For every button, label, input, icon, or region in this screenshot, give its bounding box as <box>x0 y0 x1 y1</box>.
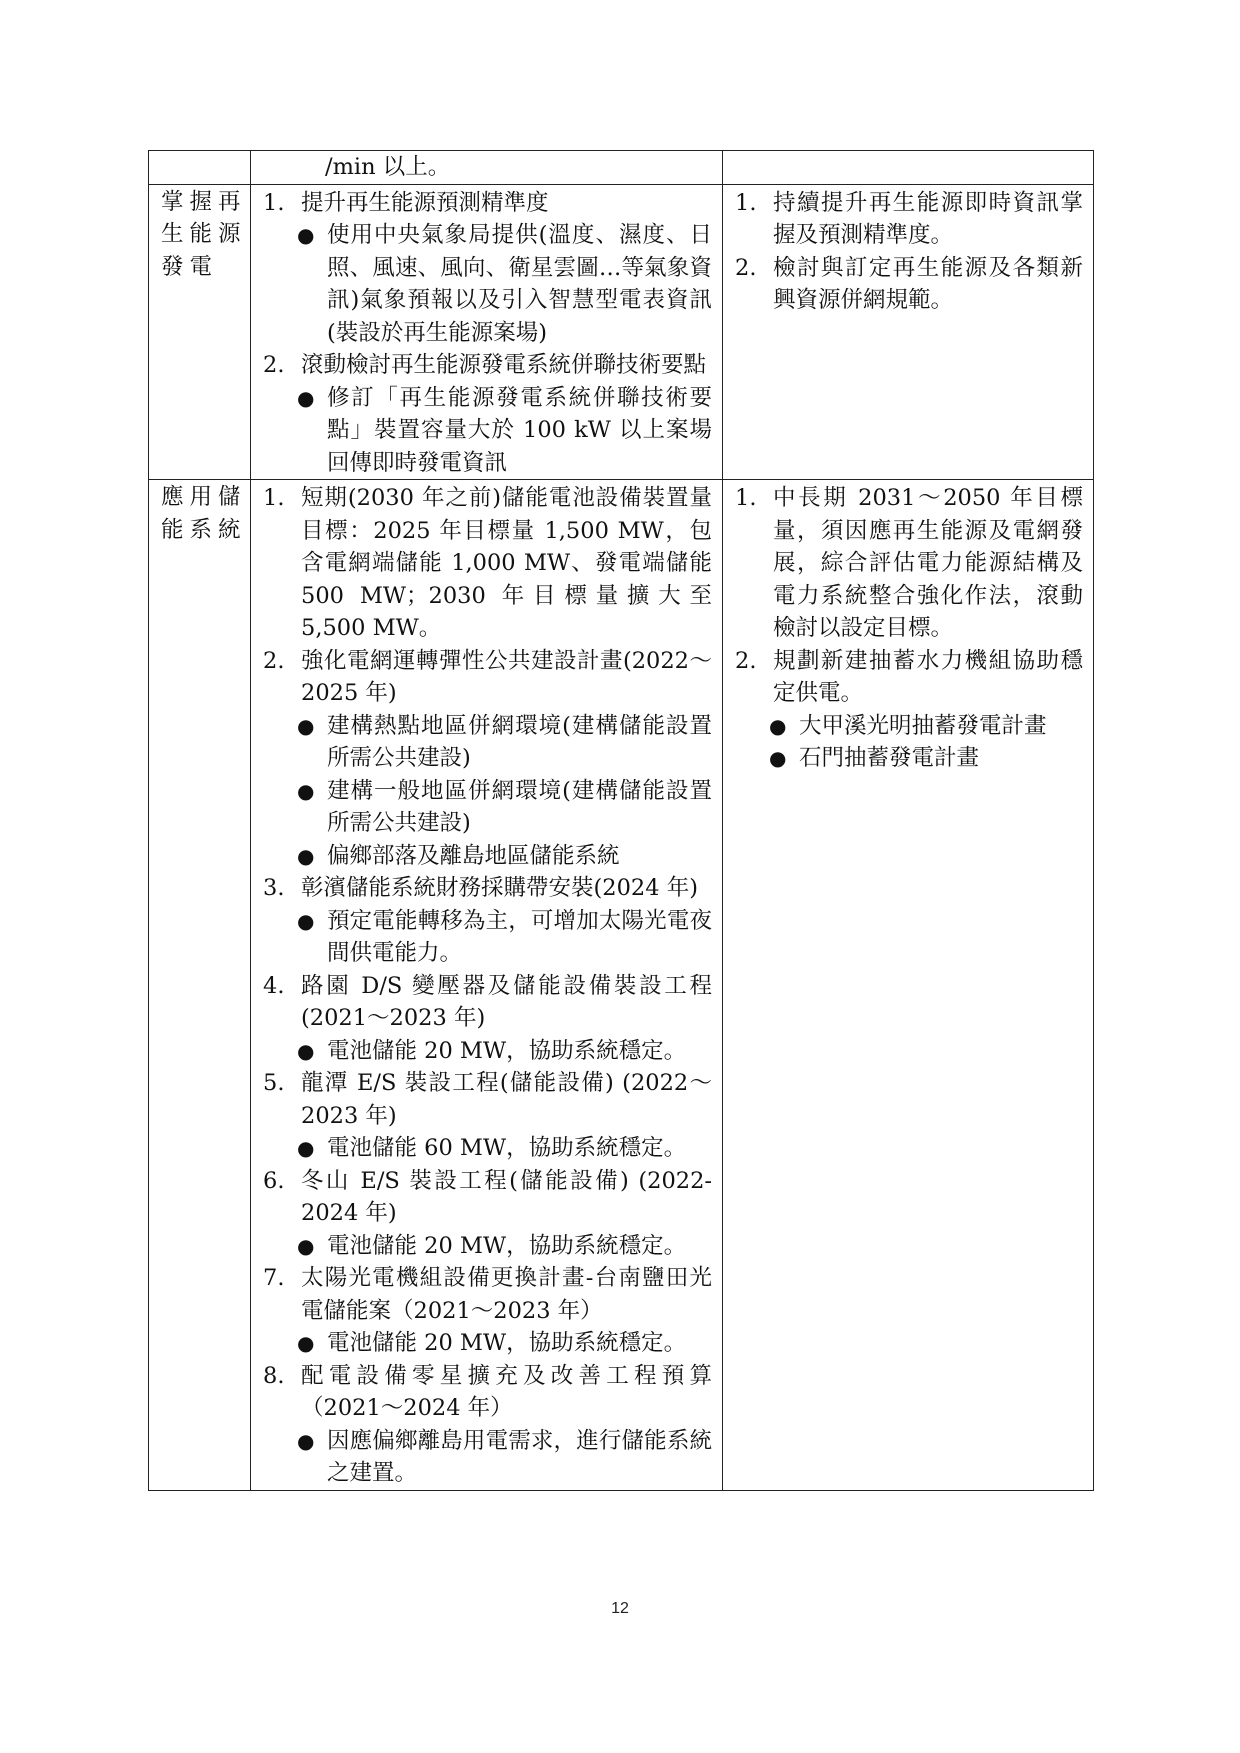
category-line: 生能源 <box>161 221 247 247</box>
bullet-item <box>261 710 712 775</box>
bullet-item <box>261 1425 712 1490</box>
continuation-row <box>149 151 1094 185</box>
bullet-item <box>733 710 1083 743</box>
list-item <box>261 1262 712 1327</box>
item-number: 2. <box>263 647 285 674</box>
bullet-icon: ● <box>297 1136 315 1160</box>
list-item <box>733 187 1083 252</box>
list-item <box>733 252 1083 317</box>
future-measures-cell <box>723 184 1094 480</box>
item-number: 2. <box>735 254 757 281</box>
bullet-item <box>261 382 712 480</box>
bullet-item <box>261 219 712 349</box>
item-number: 1. <box>263 189 285 216</box>
category-cell <box>149 184 251 480</box>
bullet-icon: ● <box>297 1331 315 1355</box>
item-text: 路園 D/S 變壓器及儲能設備裝設工程(2021～2023 年) <box>301 972 712 1031</box>
bullet-item <box>261 905 712 970</box>
item-text: 冬山 E/S 裝設工程(儲能設備) (2022-2024 年) <box>301 1167 712 1226</box>
item-number: 3. <box>263 875 285 901</box>
bullet-icon: ● <box>297 223 315 247</box>
list-item <box>261 1067 712 1132</box>
item-number: 2. <box>735 647 757 674</box>
item-text: 中長期 2031～2050 年目標量，須因應再生能源及電網發展，綜合評估電力能源結構及電力系統整合強化作法，滾動檢討以設定目標。 <box>773 485 1083 641</box>
item-text: 彰濱儲能系統財務採購帶安裝(2024 年) <box>301 875 698 901</box>
bullet-item <box>261 1327 712 1360</box>
category-cell <box>149 480 251 1491</box>
list-item <box>261 1165 712 1230</box>
item-text: 配電設備零星擴充及改善工程預算（2021～2024 年） <box>301 1362 712 1421</box>
list-item <box>733 482 1083 645</box>
energy-storage-row <box>149 480 1094 1491</box>
bullet-item <box>261 1132 712 1165</box>
bullet-icon: ● <box>297 908 315 933</box>
continuation-future-cell <box>723 151 1094 185</box>
category-line: 能系統 <box>161 516 247 543</box>
bullet-icon: ● <box>297 778 315 803</box>
list-item <box>261 645 712 710</box>
bullet-item <box>733 742 1083 775</box>
item-number: 1. <box>263 485 285 511</box>
bullet-text: 電池儲能 20 MW，協助系統穩定。 <box>327 1330 687 1356</box>
bullet-text: 使用中央氣象局提供(溫度、濕度、日照、風速、風向、衛星雲圖…等氣象資訊)氣象預報以及引入智慧型電表資訊(裝設於再生能源案場) <box>327 222 712 346</box>
list-item <box>261 187 712 220</box>
bullet-text: 偏鄉部落及離島地區儲能系統 <box>327 842 620 869</box>
item-number: 1. <box>735 485 757 511</box>
bullet-text: 大甲溪光明抽蓄發電計畫 <box>799 712 1047 739</box>
bullet-item <box>261 775 712 840</box>
item-number: 6. <box>263 1167 285 1194</box>
future-measures-cell <box>723 480 1094 1491</box>
item-text: 持續提升再生能源即時資訊掌握及預測精準度。 <box>773 189 1083 248</box>
item-text: 太陽光電機組設備更換計畫-台南鹽田光電儲能案（2021～2023 年） <box>301 1265 712 1324</box>
bullet-text: 電池儲能 60 MW，協助系統穩定。 <box>327 1135 687 1161</box>
list-item <box>261 872 712 905</box>
bullet-icon: ● <box>769 746 787 770</box>
item-text: 短期(2030 年之前)儲能電池設備裝置量目標：2025 年目標量 1,500 MW，包含電網端儲能 1,000 MW、發電端儲能 500 MW；2030 年目標量擴大至 5,500 MW。 <box>301 485 712 641</box>
item-number: 4. <box>263 972 285 999</box>
current-measures-cell <box>251 480 723 1491</box>
bullet-text: 修訂「再生能源發電系統併聯技術要點」裝置容量大於 100 kW 以上案場回傳即時發電資訊 <box>327 384 712 476</box>
item-text: 檢討與訂定再生能源及各類新興資源併網規範。 <box>773 254 1083 313</box>
continuation-text: /min 以上。 <box>325 154 451 180</box>
bullet-item <box>261 1035 712 1068</box>
list-item <box>261 1360 712 1425</box>
bullet-text: 因應偏鄉離島用電需求，進行儲能系統之建置。 <box>327 1427 712 1486</box>
bullet-icon: ● <box>297 1428 315 1453</box>
bullet-text: 建構一般地區併網環境(建構儲能設置所需公共建設) <box>327 777 712 836</box>
bullet-item <box>261 840 712 873</box>
category-line: 發電 <box>161 253 219 280</box>
page-number: 12 <box>611 1600 629 1617</box>
item-number: 7. <box>263 1265 285 1291</box>
category-line: 應用儲 <box>161 484 247 510</box>
bullet-text: 石門抽蓄發電計畫 <box>799 745 980 771</box>
item-number: 5. <box>263 1070 285 1096</box>
item-number: 8. <box>263 1362 285 1389</box>
item-text: 提升再生能源預測精準度 <box>301 189 549 216</box>
list-item <box>261 482 712 645</box>
current-measures-cell <box>251 184 723 480</box>
list-item <box>261 349 712 382</box>
bullet-text: 電池儲能 20 MW，協助系統穩定。 <box>327 1232 687 1259</box>
item-number: 1. <box>735 189 757 216</box>
bullet-icon: ● <box>297 843 315 868</box>
bullet-text: 預定電能轉移為主，可增加太陽光電夜間供電能力。 <box>327 907 712 966</box>
bullet-text: 建構熱點地區併網環境(建構儲能設置所需公共建設) <box>327 712 712 771</box>
item-text: 滾動檢討再生能源發電系統併聯技術要點 <box>301 352 707 378</box>
renewable-forecast-row <box>149 184 1094 480</box>
list-item <box>261 970 712 1035</box>
item-number: 2. <box>263 352 285 378</box>
bullet-icon: ● <box>297 1038 315 1063</box>
bullet-icon: ● <box>297 1233 315 1258</box>
category-line: 掌握再 <box>161 188 247 215</box>
list-item <box>733 645 1083 710</box>
bullet-icon: ● <box>769 713 787 738</box>
item-text: 規劃新建抽蓄水力機組協助穩定供電。 <box>773 647 1083 706</box>
bullet-item <box>261 1230 712 1263</box>
bullet-icon: ● <box>297 385 315 410</box>
bullet-icon: ● <box>297 713 315 738</box>
continuation-current-cell <box>251 151 723 185</box>
continuation-category-cell <box>149 151 251 185</box>
item-text: 龍潭 E/S 裝設工程(儲能設備) (2022～2023 年) <box>301 1070 712 1129</box>
bullet-text: 電池儲能 20 MW，協助系統穩定。 <box>327 1037 687 1064</box>
item-text: 強化電網運轉彈性公共建設計畫(2022～2025 年) <box>301 647 712 706</box>
energy-plan-table <box>148 150 1094 1491</box>
